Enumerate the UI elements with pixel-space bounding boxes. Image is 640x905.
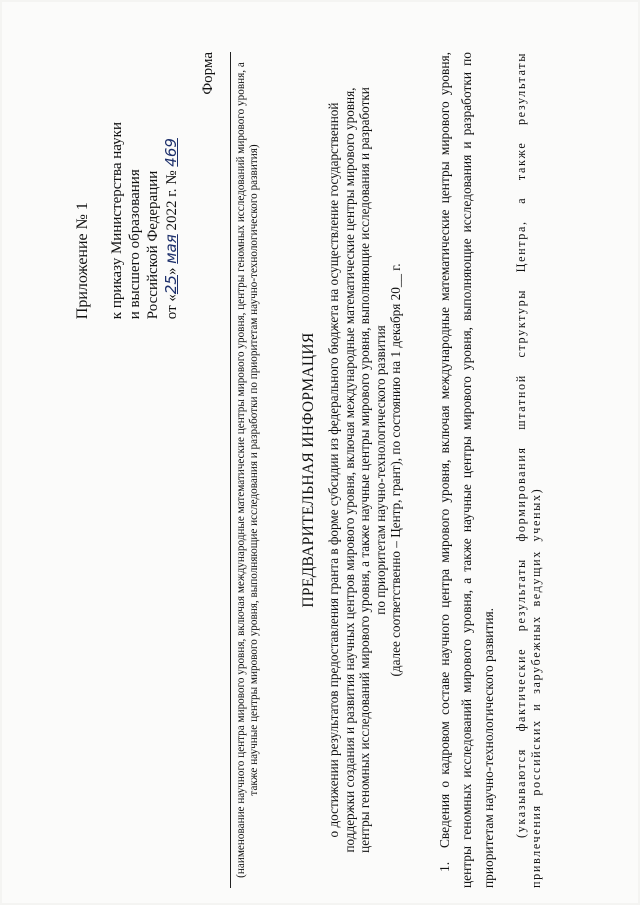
handwritten-day: 25 bbox=[162, 275, 180, 295]
rotated-content bbox=[52, 52, 572, 888]
appendix-line-2: и высшего образования bbox=[127, 169, 143, 320]
handwritten-month: мая bbox=[162, 234, 180, 264]
intro-date: (далее соответственно – Центр, грант), по состоянию на 1 декабря 20__ г. bbox=[388, 263, 403, 677]
center-name-caption: (наименование научного центра мирового уровня, включая международные математические центры мирового уровня, центры геномных исследований мирового уровня, а также научные центры мирового уровня, выполняющие исследования и разработки по приоритетам научно-технологического развития) bbox=[230, 52, 261, 888]
section-1-note bbox=[514, 52, 543, 888]
appendix-date-line bbox=[162, 122, 181, 319]
document-intro bbox=[326, 82, 404, 858]
section-1-number: 1. bbox=[437, 861, 452, 872]
date-mid: » bbox=[164, 267, 180, 276]
appendix-block bbox=[74, 122, 181, 319]
section-1-text: Сведения о кадровом составе научного центра мирового уровня, включая международные математические центры мирового уровня, центры геномных исследований мирового уровня, а также научные центры мирового уровня, выполняющие исследования и разработки по приоритетам научно-технологического развития. bbox=[437, 52, 496, 888]
date-year: 2022 г. № bbox=[164, 170, 180, 231]
note-text: (указываются фактические результаты формирования штатной структуры Центра, а также результаты привлечения российских и зарубежных ведущих ученых) bbox=[514, 52, 543, 888]
appendix-line-3: Российской Федерации bbox=[145, 170, 161, 320]
document-page bbox=[2, 2, 638, 903]
date-prefix: от « bbox=[164, 294, 180, 320]
form-label: Форма bbox=[200, 52, 216, 95]
appendix-line-1: к приказу Министерства науки bbox=[109, 122, 125, 320]
intro-text: о достижении результатов предоставления гранта в форме субсидии из федерального бюджета на осуществление государственной поддержки создания и развития научных центров мирового уровня, включая международные математические центры мирового уровня, центры геномных исследований мирового уровня, а также научные центры мирового уровня, выполняющие исследования и разработки по приоритетам научно-технологического развития bbox=[326, 87, 388, 853]
handwritten-number: 469 bbox=[162, 138, 180, 167]
appendix-title: Приложение № 1 bbox=[74, 202, 91, 320]
section-1 bbox=[434, 52, 500, 888]
document-heading: ПРЕДВАРИТЕЛЬНАЯ ИНФОРМАЦИЯ bbox=[300, 332, 317, 608]
